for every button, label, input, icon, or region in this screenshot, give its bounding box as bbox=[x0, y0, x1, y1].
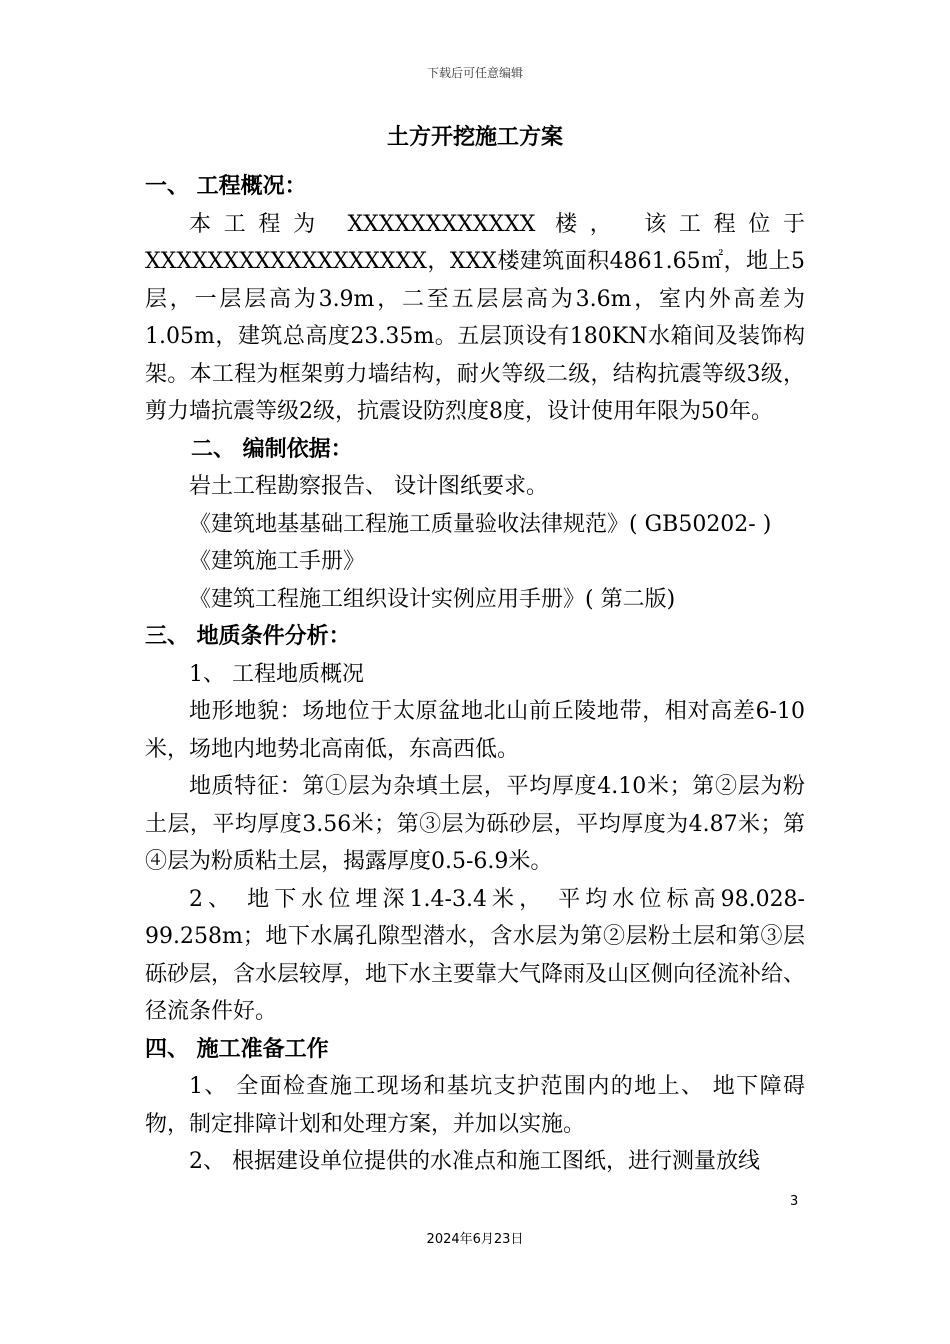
paragraph-overview: 本工程为 XXXXXXXXXXXX 楼， 该工程位于XXXXXXXXXXXXXXXXXX，XXX楼建筑面积4861.65㎡，地上5层，一层层高为3.9m，二至五层层高为3.6m，室内外高差为1.05m，建筑总高度23.35m。五层顶设有180KN水箱间及装饰构架。本工程为框架剪力墙结构，耐火等级二级，结构抗震等级3级，剪力墙抗震等级2级，抗震设防烈度8度，设计使用年限为50年。 bbox=[145, 211, 805, 424]
basis-item-report: 岩土工程勘察报告、 设计图纸要求。 bbox=[189, 474, 548, 499]
page-header-note: 下载后可任意编辑 bbox=[426, 66, 523, 80]
paragraph-terrain: 地形地貌：场地位于太原盆地北山前丘陵地带，相对高差6-10米，场地内地势北高南低，东高西低。 bbox=[145, 699, 805, 762]
document-title: 土方开挖施工方案 bbox=[386, 125, 563, 150]
paragraph-groundwater: 2、 地下水位埋深1.4-3.4米， 平均水位标高98.028-99.258m；地下水属孔隙型潜水，含水层为第②层粉土层和第③层砾砂层，含水层较厚，地下水主要靠大气降雨及山区侧向径流补给、 径流条件好。 bbox=[145, 886, 806, 1024]
section-heading-preparation: 四、 施工准备工作 bbox=[145, 1036, 329, 1062]
document-body bbox=[145, 168, 805, 1181]
footer-date: 2024年6月23日 bbox=[426, 1232, 524, 1247]
basis-item-manual: 《建筑工程施工组织设计实例应用手册》( 第二版) bbox=[189, 586, 676, 612]
section-heading-geology: 三、 地质条件分析： bbox=[145, 624, 351, 649]
subheading-geology-overview: 1、 工程地质概况 bbox=[189, 661, 364, 687]
paragraph-geology-features: 地质特征：第①层为杂填土层，平均厚度4.10米；第②层为粉土层，平均厚度3.56米；第③层为砾砂层，平均厚度为4.87米；第④层为粉质粘土层，揭露厚度0.5-6.9米。 bbox=[145, 774, 805, 874]
basis-item-standard: 《建筑地基基础工程施工质量验收法律规范》( GB50202- ) bbox=[189, 511, 772, 537]
basis-item-handbook: 《建筑施工手册》 bbox=[189, 549, 366, 574]
paragraph-prep-1: 1、 全面检查施工现场和基坑支护范围内的地上、 地下障碍物，制定排障计划和处理方案，并加以实施。 bbox=[145, 1074, 805, 1137]
section-heading-overview: 一、 工程概况： bbox=[145, 174, 307, 199]
paragraph-prep-2: 2、 根据建设单位提供的水准点和施工图纸，进行测量放线 bbox=[189, 1149, 760, 1174]
section-heading-basis: 二、 编制依据： bbox=[191, 436, 353, 462]
page-number: 3 bbox=[790, 1194, 799, 1209]
